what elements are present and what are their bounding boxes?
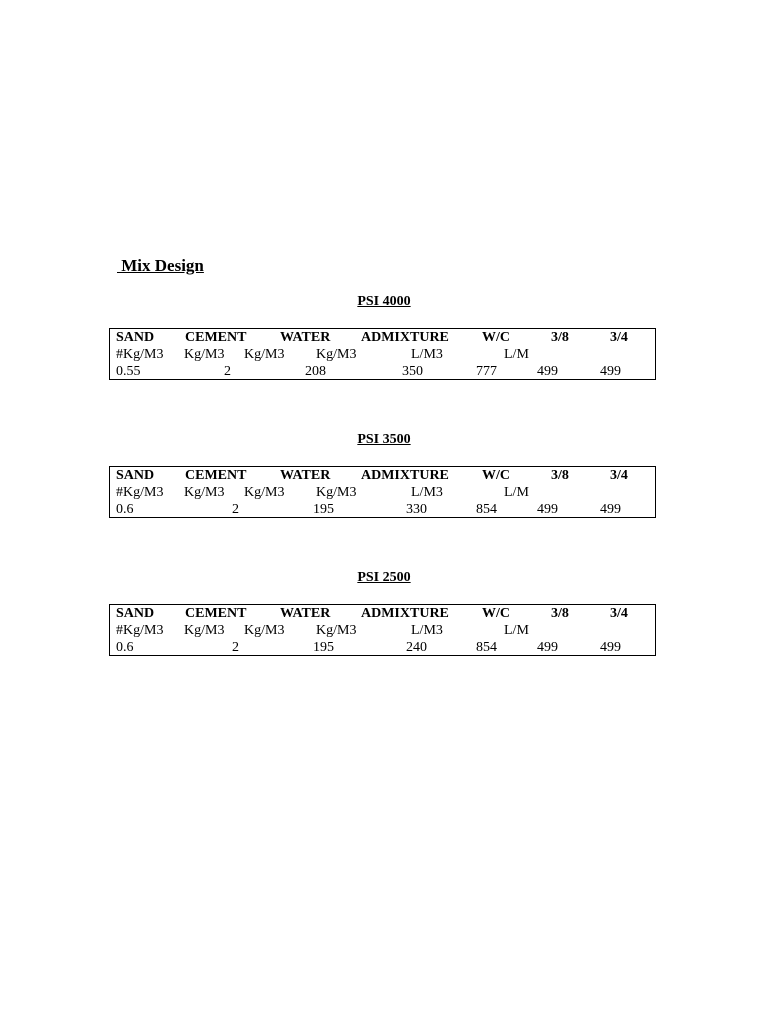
unit-cement: Kg/M3 [184, 623, 225, 638]
value-water: 195 [313, 640, 334, 655]
unit-cement: Kg/M3 [184, 485, 225, 500]
mix-table-psi-2500 [109, 604, 656, 656]
unit-water: Kg/M3 [244, 347, 285, 362]
value-sand: 0.6 [116, 502, 134, 517]
mix-table-psi-3500 [109, 466, 656, 518]
unit-water: Kg/M3 [244, 485, 285, 500]
header-sand: SAND [116, 606, 155, 621]
section-title-psi-2500: PSI 2500 [357, 570, 411, 585]
header-3-4: 3/4 [610, 606, 628, 621]
value-3-8: 499 [537, 640, 558, 655]
header-3-8: 3/8 [551, 468, 569, 483]
unit-sand: #Kg/M3 [116, 485, 164, 500]
unit-admixture: Kg/M3 [316, 485, 357, 500]
section-title-psi-4000: PSI 4000 [357, 294, 411, 309]
value-wc: 854 [476, 640, 497, 655]
unit-wc: L/M3 [411, 347, 443, 362]
section-title-psi-3500: PSI 3500 [357, 432, 411, 447]
value-cement: 2 [232, 640, 239, 655]
header-water: WATER [280, 330, 331, 345]
header-sand: SAND [116, 468, 155, 483]
unit-water: Kg/M3 [244, 623, 285, 638]
value-3-4: 499 [600, 640, 621, 655]
value-cement: 2 [224, 364, 231, 379]
mix-table-psi-4000 [109, 328, 656, 380]
header-admixture: ADMIXTURE [361, 468, 449, 483]
value-water: 208 [305, 364, 326, 379]
header-cement: CEMENT [185, 330, 247, 345]
value-sand: 0.55 [116, 364, 141, 379]
header-cement: CEMENT [185, 606, 247, 621]
value-3-8: 499 [537, 502, 558, 517]
header-cement: CEMENT [185, 468, 247, 483]
header-admixture: ADMIXTURE [361, 330, 449, 345]
unit-wc: L/M3 [411, 623, 443, 638]
header-water: WATER [280, 606, 331, 621]
header-3-4: 3/4 [610, 330, 628, 345]
value-admixture: 240 [406, 640, 427, 655]
header-sand: SAND [116, 330, 155, 345]
unit-admixture: Kg/M3 [316, 347, 357, 362]
unit-admixture: Kg/M3 [316, 623, 357, 638]
value-sand: 0.6 [116, 640, 134, 655]
header-3-8: 3/8 [551, 606, 569, 621]
header-wc: W/C [482, 606, 510, 621]
value-admixture: 350 [402, 364, 423, 379]
header-3-4: 3/4 [610, 468, 628, 483]
value-water: 195 [313, 502, 334, 517]
header-wc: W/C [482, 330, 510, 345]
unit-sand: #Kg/M3 [116, 347, 164, 362]
header-water: WATER [280, 468, 331, 483]
unit-sand: #Kg/M3 [116, 623, 164, 638]
header-wc: W/C [482, 468, 510, 483]
unit-lm: L/M [504, 485, 529, 500]
unit-wc: L/M3 [411, 485, 443, 500]
value-3-4: 499 [600, 502, 621, 517]
unit-cement: Kg/M3 [184, 347, 225, 362]
value-cement: 2 [232, 502, 239, 517]
value-wc: 777 [476, 364, 497, 379]
unit-lm: L/M [504, 623, 529, 638]
document-title: Mix Design [117, 256, 204, 275]
value-wc: 854 [476, 502, 497, 517]
value-3-4: 499 [600, 364, 621, 379]
value-3-8: 499 [537, 364, 558, 379]
header-3-8: 3/8 [551, 330, 569, 345]
value-admixture: 330 [406, 502, 427, 517]
unit-lm: L/M [504, 347, 529, 362]
header-admixture: ADMIXTURE [361, 606, 449, 621]
